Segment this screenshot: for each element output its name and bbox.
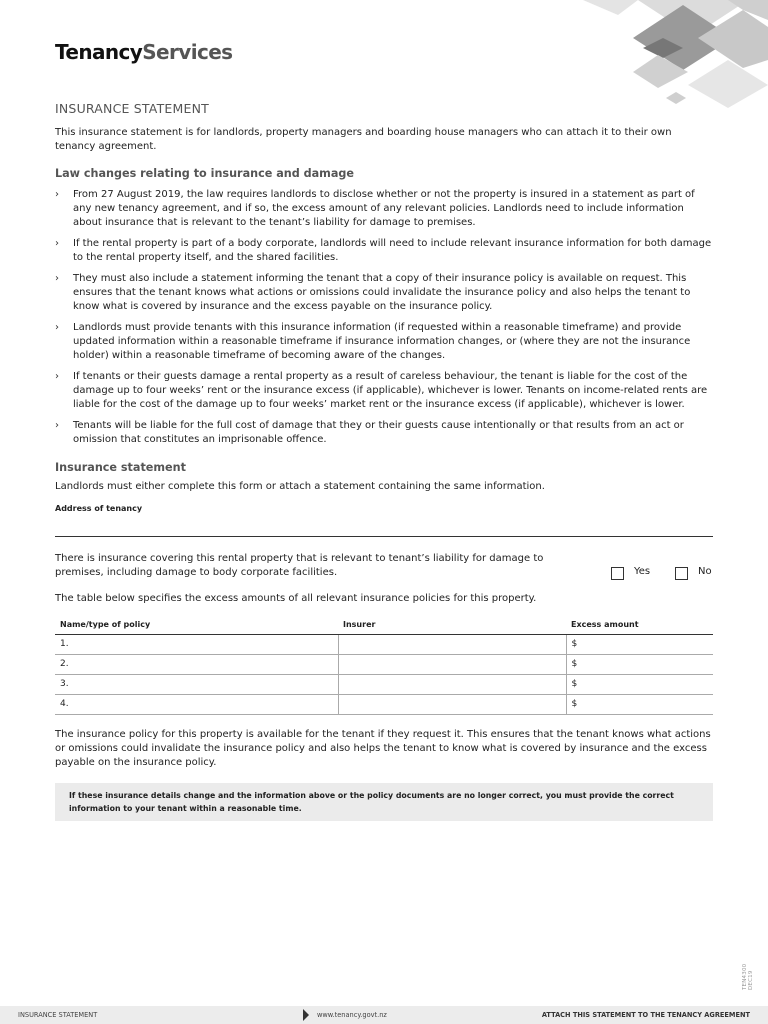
- intro-paragraph: This insurance statement is for landlords, property managers and boarding house managers who can attach it to their own tenancy agreement.: [55, 127, 672, 152]
- header-insurer: Insurer: [338, 619, 566, 634]
- no-checkbox[interactable]: [675, 567, 688, 580]
- logo-text-services: Services: [142, 40, 233, 64]
- excess-cell[interactable]: $: [566, 674, 713, 694]
- footer-right: ATTACH THIS STATEMENT TO THE TENANCY AGREEMENT: [541, 1011, 750, 1019]
- instruction-text: Landlords must either complete this form or attach a statement containing the same information.: [55, 481, 545, 492]
- document-title: INSURANCE STATEMENT: [55, 101, 209, 116]
- header-excess: Excess amount: [566, 619, 713, 634]
- policy-cell[interactable]: 1.: [55, 634, 338, 654]
- table-row: [55, 674, 713, 694]
- chevron-right-icon: ›: [55, 370, 59, 382]
- table-row: [55, 654, 713, 674]
- chevron-right-icon: ›: [55, 419, 59, 431]
- chevron-right-icon: ›: [55, 238, 59, 249]
- table-header-row: [55, 619, 713, 634]
- bullet-text: If the rental property is part of a body corporate, landlords will need to include relevant insurance information for both damage to the rental property itself, and the shared facilities.: [73, 238, 712, 264]
- form-code: TEN4300 DEC19: [742, 963, 754, 990]
- list-item: [55, 188, 715, 231]
- address-label: Address of tenancy: [55, 504, 143, 513]
- excess-cell[interactable]: $: [566, 654, 713, 674]
- address-field-line[interactable]: [55, 536, 713, 537]
- decorative-diamonds: [578, 0, 768, 110]
- yes-checkbox[interactable]: [611, 567, 624, 580]
- notice-box: If these insurance details change and the information above or the policy documents are no longer correct, you must provide the correct information to your tenant within a reasonable time.: [55, 783, 713, 821]
- law-changes-heading: Law changes relating to insurance and damage: [55, 167, 354, 180]
- table-row: [55, 694, 713, 714]
- insurer-cell[interactable]: [338, 634, 566, 654]
- insurer-cell[interactable]: [338, 654, 566, 674]
- list-item: [55, 419, 715, 447]
- excess-table: [55, 619, 713, 715]
- excess-cell[interactable]: $: [566, 694, 713, 714]
- yes-label: Yes: [634, 566, 651, 577]
- excess-cell[interactable]: $: [566, 634, 713, 654]
- no-label: No: [698, 566, 712, 577]
- logo-text-tenancy: Tenancy: [55, 40, 143, 64]
- bullet-text: If tenants or their guests damage a rental property as a result of careless behaviour, the tenant is liable for the cost of the damage up to four weeks’ rent or the insurance excess (if applicable), whichever is lower. Tenants on income-related rents are liable for the cost of the damage up to four weeks’ market rent or the insurance excess (if applicable), whichever is lower.: [73, 370, 708, 411]
- law-changes-list: [55, 188, 715, 454]
- play-arrow-icon: [303, 1009, 309, 1021]
- chevron-right-icon: ›: [55, 272, 59, 284]
- insurance-question: There is insurance covering this rental property that is relevant to tenant’s liability for damage to premises, including damage to body corporate facilities.: [55, 553, 544, 578]
- policy-cell[interactable]: 2.: [55, 654, 338, 674]
- bullet-text: Tenants will be liable for the full cost of damage that they or their guests cause intentionally or that results from an act or omission that constitutes an imprisonable offence.: [73, 419, 684, 445]
- footer-url-link[interactable]: www.tenancy.govt.nz: [317, 1011, 387, 1019]
- insurer-cell[interactable]: [338, 674, 566, 694]
- bullet-text: They must also include a statement informing the tenant that a copy of their insurance policy is available on request. This ensures that the tenant knows what actions or omissions could invalidate the insurance policy and also helps the tenant to know what is covered by insurance and the excess payable on the insurance policy.: [73, 272, 691, 313]
- chevron-right-icon: ›: [55, 189, 59, 200]
- tenancy-services-logo: [55, 40, 232, 64]
- bullet-text: From 27 August 2019, the law requires landlords to disclose whether or not the property is insured in a statement as part of any new tenancy agreement, and if so, the excess amount of any relevant policies. Landlords need to include information about insurance that is relevant to the tenant’s liability for damage to premises.: [73, 189, 695, 229]
- list-item: [55, 321, 715, 364]
- bullet-text: Landlords must provide tenants with this insurance information (if requested within a reasonable timeframe) and provide updated information within a reasonable timeframe if insurance information changes, or (where they are not the insurance holder) within a reasonable timeframe of becoming aware of the changes.: [73, 321, 691, 362]
- policy-cell[interactable]: 3.: [55, 674, 338, 694]
- footer-bar: [0, 1006, 768, 1024]
- header-policy: Name/type of policy: [55, 619, 338, 634]
- table-intro: The table below specifies the excess amounts of all relevant insurance policies for this property.: [55, 593, 537, 604]
- footer-left: INSURANCE STATEMENT: [18, 1011, 98, 1019]
- policy-availability-note: The insurance policy for this property is available for the tenant if they request it. This ensures that the tenant knows what actions or omissions could invalidate the insurance policy and also helps the tenant to know what is covered by insurance and the excess payable on the insurance policy.: [55, 729, 711, 768]
- policy-cell[interactable]: 4.: [55, 694, 338, 714]
- list-item: [55, 237, 715, 265]
- table-row: [55, 634, 713, 654]
- insurance-statement-heading: Insurance statement: [55, 461, 186, 474]
- insurer-cell[interactable]: [338, 694, 566, 714]
- chevron-right-icon: ›: [55, 321, 59, 333]
- list-item: [55, 370, 715, 413]
- list-item: [55, 272, 715, 315]
